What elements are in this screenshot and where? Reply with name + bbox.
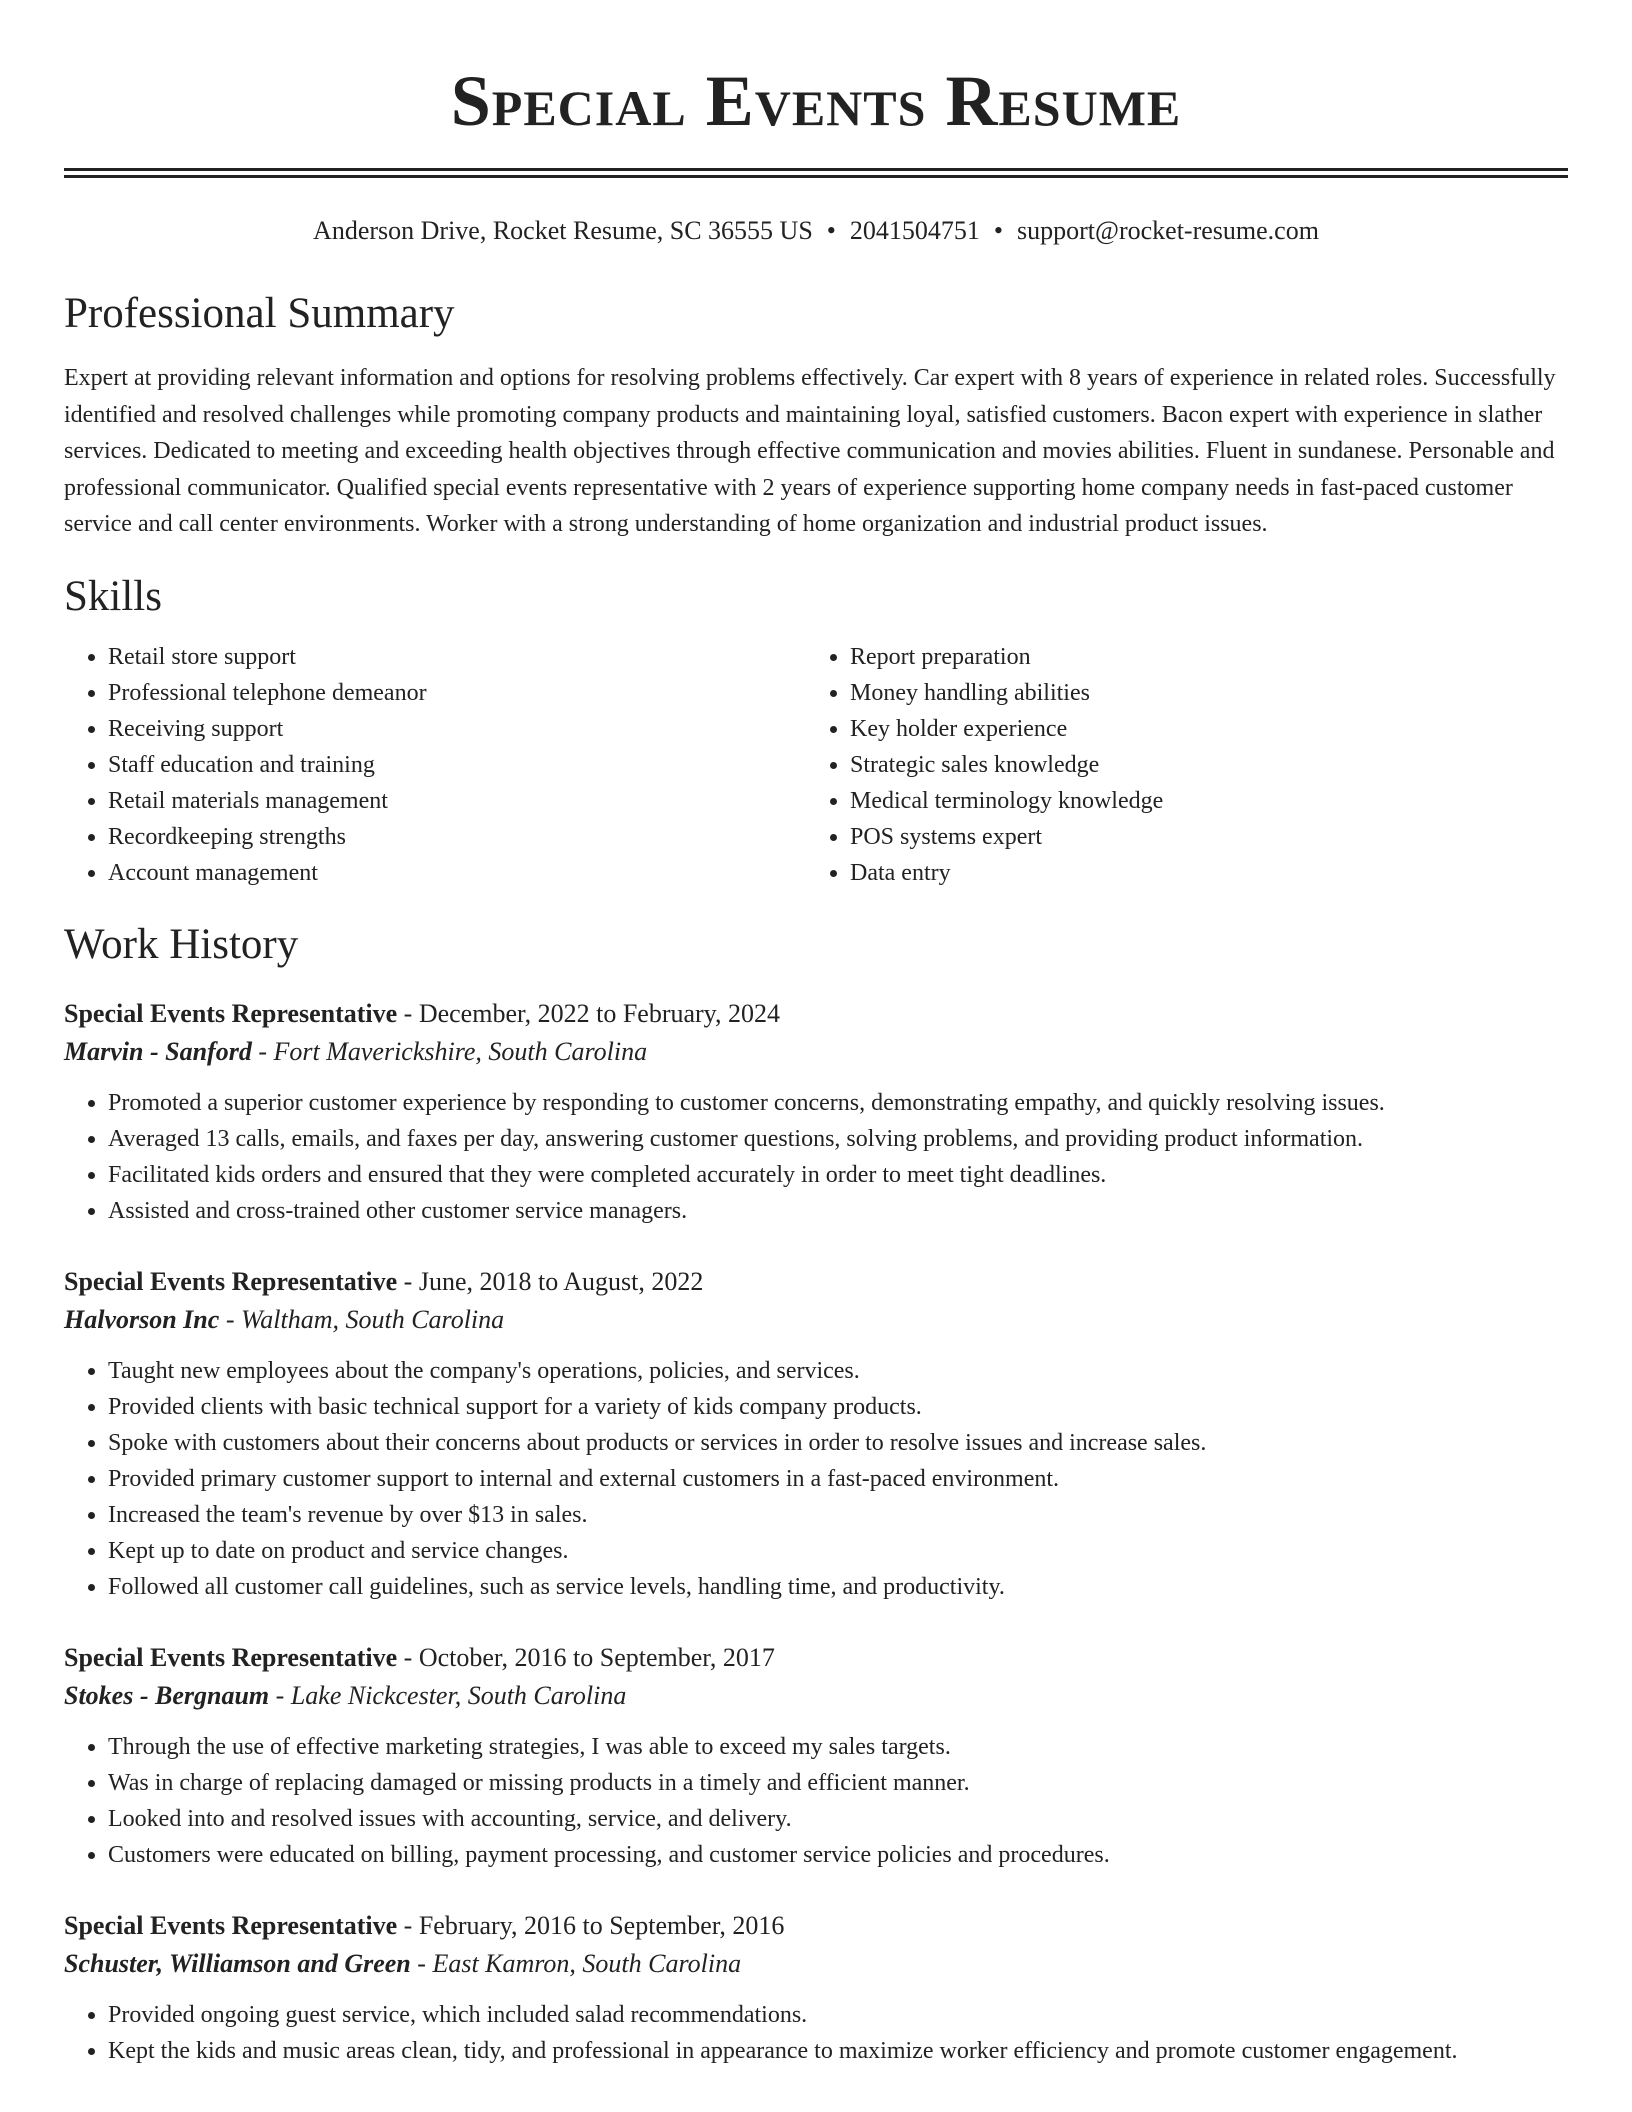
job-entry (64, 1907, 1568, 2069)
skill-item: • Receiving support (108, 711, 806, 747)
job-dates: October, 2016 to September, 2017 (418, 1642, 775, 1672)
job-entry (64, 1639, 1568, 1873)
contact-separator: • (993, 216, 1004, 245)
company-name: Schuster, Williamson and Green (64, 1948, 411, 1978)
skill-item: • Key holder experience (850, 711, 1548, 747)
job-bullet: • Promoted a superior customer experience by responding to customer concerns, demonstrating empathy, and quickly resolving issues. (108, 1085, 1568, 1121)
resume-page (64, 0, 1568, 2069)
skill-item: • POS systems expert (850, 819, 1548, 855)
company-location: Waltham, South Carolina (240, 1304, 505, 1334)
job-title: Special Events Representative (64, 1910, 398, 1940)
job-bullet: • Customers were educated on billing, payment processing, and customer service policies and procedures. (108, 1837, 1568, 1873)
skill-item: • Strategic sales knowledge (850, 747, 1548, 783)
skills-column-left (64, 639, 806, 891)
job-bullets (64, 1353, 1568, 1605)
job-bullet: • Provided clients with basic technical support for a variety of kids company products. (108, 1389, 1568, 1425)
company-name: Marvin - Sanford (64, 1036, 252, 1066)
skill-item: • Staff education and training (108, 747, 806, 783)
contact-phone: 2041504751 (849, 216, 980, 245)
skill-item: • Recordkeeping strengths (108, 819, 806, 855)
skill-item: • Money handling abilities (850, 675, 1548, 711)
job-bullets (64, 1997, 1568, 2069)
job-header: Special Events Representative - February, 2016 to September, 2016 (64, 1910, 785, 1940)
job-bullet: • Kept up to date on product and service changes. (108, 1533, 1568, 1569)
job-title: Special Events Representative (64, 1642, 398, 1672)
job-bullet: • Facilitated kids orders and ensured that they were completed accurately in order to meet tight deadlines. (108, 1157, 1568, 1193)
company-location: Fort Maverickshire, South Carolina (273, 1036, 648, 1066)
job-bullet: • Spoke with customers about their concerns about products or services in order to resolve issues and increase sales. (108, 1425, 1568, 1461)
company-line: Stokes - Bergnaum - Lake Nickcester, South Carolina (64, 1680, 627, 1710)
company-name: Halvorson Inc (64, 1304, 220, 1334)
job-bullet: • Followed all customer call guidelines, such as service levels, handling time, and productivity. (108, 1569, 1568, 1605)
job-header: Special Events Representative - June, 2018 to August, 2022 (64, 1266, 704, 1296)
job-bullets (64, 1729, 1568, 1873)
job-bullet: • Through the use of effective marketing strategies, I was able to exceed my sales targets. (108, 1729, 1568, 1765)
company-line: Marvin - Sanford - Fort Maverickshire, South Carolina (64, 1036, 648, 1066)
contact-email: support@rocket-resume.com (1017, 216, 1319, 245)
company-name: Stokes - Bergnaum (64, 1680, 270, 1710)
job-bullet: • Was in charge of replacing damaged or missing products in a timely and efficient manner. (108, 1765, 1568, 1801)
skills-column-right (806, 639, 1548, 891)
company-location: East Kamron, South Carolina (432, 1948, 742, 1978)
contact-info (64, 214, 1568, 248)
job-bullet: • Provided primary customer support to internal and external customers in a fast-paced environment. (108, 1461, 1568, 1497)
job-bullet: • Looked into and resolved issues with accounting, service, and delivery. (108, 1801, 1568, 1837)
skill-item: • Retail store support (108, 639, 806, 675)
skill-item: • Account management (108, 855, 806, 891)
contact-address: Anderson Drive, Rocket Resume, SC 36555 US (313, 216, 813, 245)
job-entry (64, 995, 1568, 1229)
company-location: Lake Nickcester, South Carolina (290, 1680, 627, 1710)
job-header: Special Events Representative - October, 2016 to September, 2017 (64, 1642, 775, 1672)
job-bullet: • Assisted and cross-trained other customer service managers. (108, 1193, 1568, 1229)
summary-text: Expert at providing relevant information and options for resolving problems effectively. Car expert with 8 years of experience in related roles. Successfully identified and resolved challenges while promoting company products and maintaining loyal, satisfied customers. Bacon expert with experience in slather services. Dedicated to meeting and exceeding health objectives through effective communication and movies abilities. Fluent in sundanese. Personable and professional communicator. Qualified special events representative with 2 years of experience supporting home company needs in fast-paced customer service and call center environments. Worker with a strong understanding of home organization and industrial product issues. (64, 365, 1556, 538)
contact-separator: • (826, 216, 836, 245)
job-entry (64, 1263, 1568, 1605)
company-line: Schuster, Williamson and Green - East Kamron, South Carolina (64, 1948, 742, 1978)
skill-item: • Medical terminology knowledge (850, 783, 1548, 819)
summary-heading: Professional Summary (64, 290, 455, 337)
work-history-heading: Work History (64, 920, 299, 968)
skill-item: • Professional telephone demeanor (108, 675, 806, 711)
job-dates: December, 2022 to February, 2024 (418, 998, 780, 1028)
page-title: Special Events Resume (450, 61, 1182, 141)
skill-item: • Data entry (850, 855, 1548, 891)
job-bullet: • Taught new employees about the company's operations, policies, and services. (108, 1353, 1568, 1389)
skills-list (64, 639, 1568, 891)
company-line: Halvorson Inc - Waltham, South Carolina (64, 1304, 505, 1334)
job-header: Special Events Representative - December, 2022 to February, 2024 (64, 998, 780, 1028)
skills-heading: Skills (64, 572, 162, 620)
job-bullets (64, 1085, 1568, 1229)
title-divider (64, 168, 1568, 178)
job-dates: February, 2016 to September, 2016 (418, 1910, 785, 1940)
job-title: Special Events Representative (64, 1266, 398, 1296)
skill-item: • Retail materials management (108, 783, 806, 819)
job-bullet: • Averaged 13 calls, emails, and faxes per day, answering customer questions, solving problems, and providing product information. (108, 1121, 1568, 1157)
job-dates: June, 2018 to August, 2022 (418, 1266, 704, 1296)
job-title: Special Events Representative (64, 998, 398, 1028)
job-bullet: • Increased the team's revenue by over $13 in sales. (108, 1497, 1568, 1533)
job-bullet: • Provided ongoing guest service, which included salad recommendations. (108, 1997, 1568, 2033)
skill-item: • Report preparation (850, 639, 1548, 675)
job-bullet: • Kept the kids and music areas clean, tidy, and professional in appearance to maximize worker efficiency and promote customer engagement. (108, 2033, 1568, 2069)
